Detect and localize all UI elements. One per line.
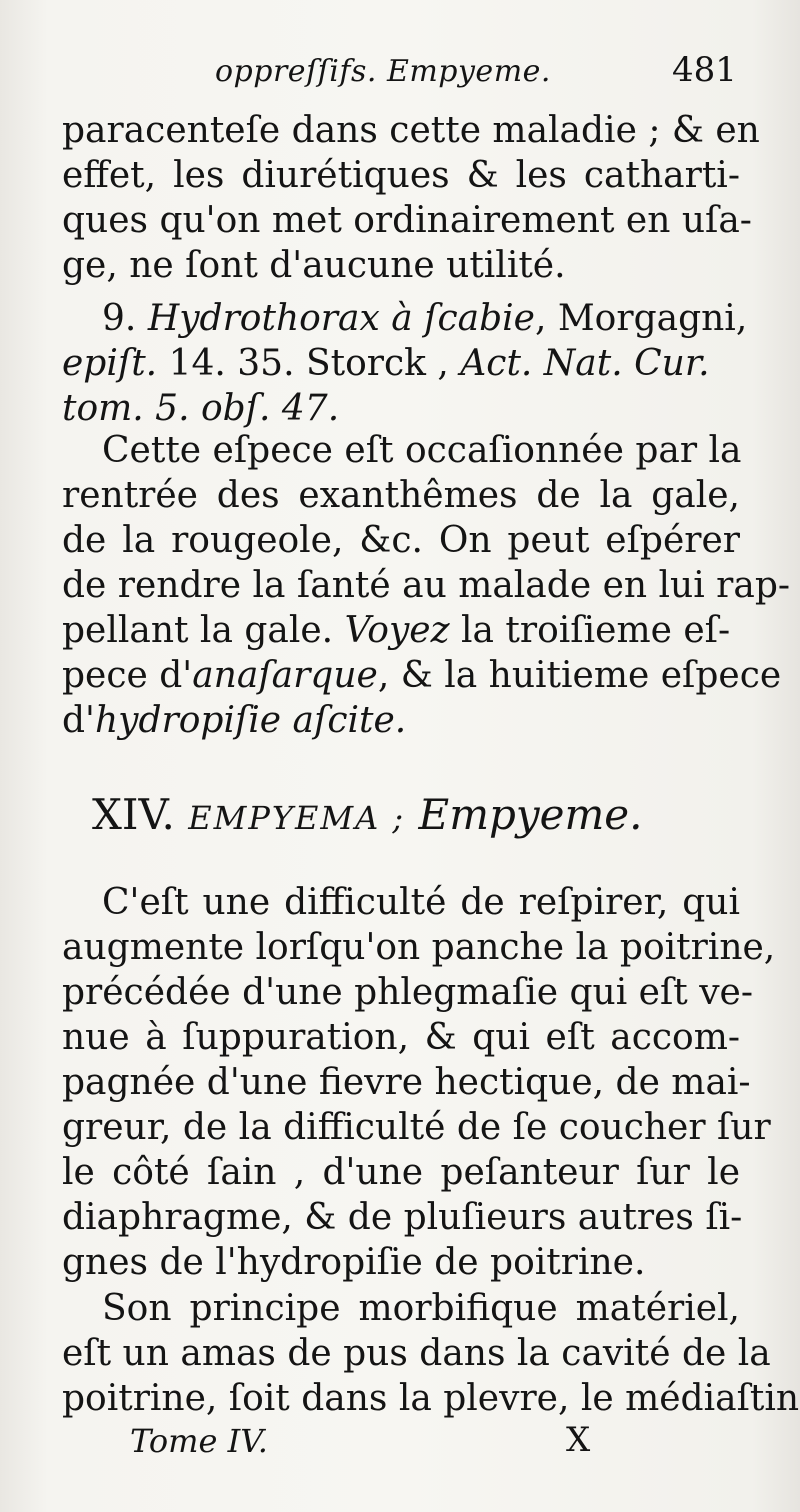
text-line: tom. 5. obſ. 47.: [62, 388, 340, 429]
text-line: le côté ſain , d'une peſanteur ſur le: [62, 1152, 740, 1193]
text-line: précédée d'une phlegmaſie qui eſt ve-: [62, 972, 753, 1013]
paragraph-4: [62, 880, 776, 1285]
text-line: [62, 608, 740, 653]
text-fragment: anaſarque: [192, 655, 378, 696]
section-french-title: Empyeme.: [418, 790, 643, 839]
paragraph-2-references: [62, 296, 748, 431]
signature-mark: X: [566, 1420, 591, 1460]
text-line: paracenteſe dans cette maladie ; & en: [62, 110, 760, 151]
text-line: rentrée des exanthêmes de la gale,: [62, 475, 740, 516]
running-head: oppreſſifs. Empyeme.: [215, 54, 551, 89]
section-heading: [92, 790, 732, 839]
text-line: de rendre la ſanté au malade en lui rap-: [62, 565, 791, 606]
text-line: pagnée d'une fievre hectique, de mai-: [62, 1062, 751, 1103]
text-line: greur, de la difficulté de ſe coucher ſur: [62, 1107, 771, 1148]
paragraph-5: [62, 1286, 800, 1421]
text-fragment: Voyez: [344, 610, 450, 651]
page-number: 481: [672, 50, 737, 90]
paragraph-3: [62, 428, 791, 743]
section-latin-title: EMPYEMA ;: [188, 799, 406, 837]
text-fragment: pellant la gale.: [62, 610, 334, 651]
text-fragment: , Morgagni,: [534, 298, 748, 339]
text-line: nue à ſuppuration, & qui eſt accom-: [62, 1017, 740, 1058]
text-line: [62, 341, 740, 386]
volume-label: Tome IV.: [130, 1422, 268, 1460]
text-line: poitrine, ſoit dans la plevre, le médiaſtin: [62, 1378, 800, 1419]
item-number: 9.: [102, 298, 137, 339]
text-fragment: la troiſieme eſ-: [461, 610, 731, 651]
text-fragment: d': [62, 700, 95, 741]
species-name: Hydrothorax à ſcabie: [147, 298, 535, 339]
text-fragment: 14. 35. Storck ,: [168, 343, 449, 384]
text-line: eſt un amas de pus dans la cavité de la: [62, 1333, 771, 1374]
text-line: [62, 698, 740, 743]
paragraph-1: [62, 108, 760, 288]
text-line: augmente lorſqu'on panche la poitrine,: [62, 927, 776, 968]
text-line: C'eſt une difficulté de reſpirer, qui: [102, 882, 740, 923]
text-line: ques qu'on met ordinairement en uſa-: [62, 200, 752, 241]
section-numeral: XIV.: [92, 790, 175, 839]
text-line: diaphragme, & de pluſieurs autres ſi-: [62, 1197, 743, 1238]
text-line: Cette eſpece eſt occaſionnée par la: [102, 430, 742, 471]
text-line: gnes de l'hydropiſie de poitrine.: [62, 1242, 646, 1283]
text-line: effet, les diurétiques & les catharti-: [62, 155, 740, 196]
text-line: de la rougeole, &c. On peut eſpérer: [62, 520, 740, 561]
text-line: ge, ne ſont d'aucune utilité.: [62, 245, 566, 286]
text-fragment: epiſt.: [62, 343, 158, 384]
text-fragment: hydropiſie aſcite.: [94, 700, 407, 741]
text-fragment: pece d': [62, 655, 193, 696]
text-line: [62, 296, 748, 341]
text-fragment: , & la huitieme eſpece: [377, 655, 782, 696]
text-line: Son principe morbifique matériel,: [102, 1288, 740, 1329]
text-fragment: Act. Nat. Cur.: [460, 343, 710, 384]
text-line: [62, 653, 782, 698]
